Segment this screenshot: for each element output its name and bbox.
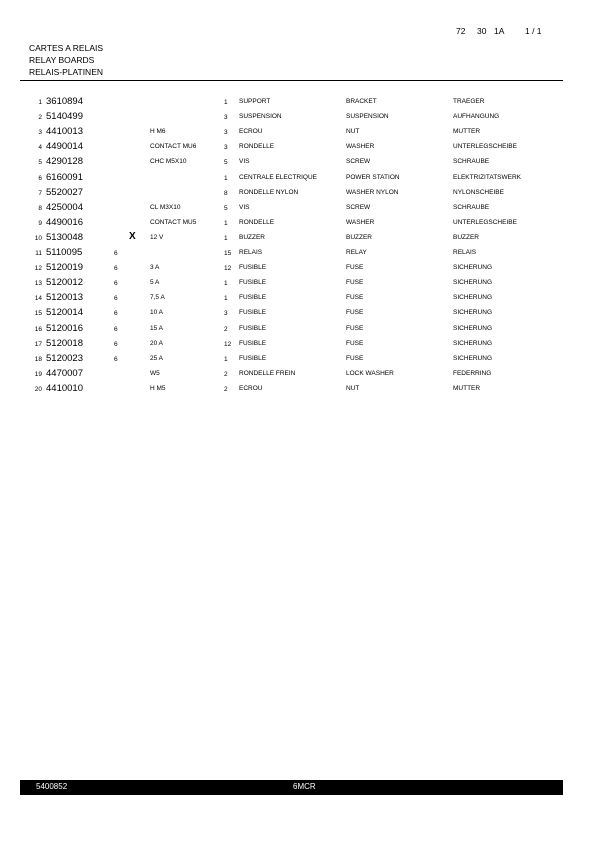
row-number: 6 — [38, 174, 42, 182]
table-row — [0, 338, 595, 353]
part-name-en: NUT — [346, 128, 360, 136]
header-divider — [20, 80, 563, 81]
part-name-fr: FUSIBLE — [239, 294, 267, 302]
part-name-en: FUSE — [346, 264, 364, 272]
part-quantity: 1 — [224, 295, 228, 303]
part-name-de: BUZZER — [453, 233, 479, 241]
part-flag: 6 — [114, 340, 118, 348]
row-number: 8 — [38, 204, 42, 212]
part-name-en: FUSE — [346, 339, 364, 347]
part-name-fr: RONDELLE NYLON — [239, 188, 299, 196]
part-quantity: 3 — [224, 114, 228, 122]
part-name-fr: FUSIBLE — [239, 279, 267, 287]
part-name-de: SCHRAUBE — [453, 203, 490, 211]
part-spec: 7,5 A — [150, 294, 165, 302]
part-code: 5120013 — [46, 292, 83, 304]
part-code: 4490016 — [46, 216, 83, 228]
part-name-de: SICHERUNG — [453, 279, 493, 287]
part-code: 5130048 — [46, 231, 83, 243]
part-code: 5140499 — [46, 111, 83, 123]
part-quantity: 12 — [224, 340, 232, 348]
table-row — [0, 232, 595, 247]
part-quantity: 2 — [224, 370, 228, 378]
part-name-fr: VIS — [239, 158, 250, 166]
table-row — [0, 277, 595, 292]
table-row — [0, 126, 595, 141]
part-name-en: FUSE — [346, 309, 364, 317]
row-number: 17 — [34, 340, 42, 348]
part-name-en: SCREW — [346, 158, 371, 166]
part-code: 4250004 — [46, 201, 83, 213]
document-titles — [29, 42, 103, 78]
table-row — [0, 383, 595, 398]
part-spec: CL M3X10 — [150, 203, 181, 211]
part-name-de: SICHERUNG — [453, 354, 493, 362]
row-number: 14 — [34, 295, 42, 303]
table-row — [0, 353, 595, 368]
part-name-de: RELAIS — [453, 249, 477, 256]
part-name-en: BRACKET — [346, 98, 377, 105]
table-row — [0, 247, 595, 262]
part-spec: 15 A — [150, 324, 164, 332]
part-name-en: SCREW — [346, 203, 371, 211]
part-name-fr: FUSIBLE — [239, 309, 267, 317]
part-code: 5110095 — [46, 247, 83, 258]
part-name-en: WASHER NYLON — [346, 188, 399, 196]
table-row — [0, 368, 595, 383]
part-spec: CONTACT MU6 — [150, 143, 197, 151]
part-spec: 3 A — [150, 264, 160, 272]
part-name-en: POWER STATION — [346, 173, 400, 181]
part-name-en: FUSE — [346, 354, 364, 362]
title-en: RELAY BOARDS — [29, 55, 95, 65]
part-quantity: 1 — [224, 219, 228, 227]
part-quantity: 3 — [224, 310, 228, 318]
table-row — [0, 172, 595, 187]
part-spec: H M5 — [150, 384, 166, 392]
part-quantity: 1 — [224, 355, 228, 363]
part-quantity: 1 — [224, 234, 228, 242]
part-name-fr: FUSIBLE — [239, 339, 267, 347]
part-name-fr: RELAIS — [239, 249, 263, 256]
part-quantity: 2 — [224, 325, 228, 333]
part-mark: X — [129, 230, 136, 242]
part-code: 5120016 — [46, 322, 83, 334]
part-code: 5120012 — [46, 277, 83, 289]
part-code: 4290128 — [46, 156, 83, 168]
row-number: 5 — [38, 159, 42, 167]
part-name-fr: ECROU — [239, 384, 263, 392]
part-quantity: 3 — [224, 144, 228, 152]
part-name-de: NYLONSCHEIBE — [453, 188, 504, 196]
part-spec: H M6 — [150, 128, 166, 136]
part-name-de: MUTTER — [453, 384, 481, 392]
part-code: 4490014 — [46, 141, 83, 153]
table-row — [0, 96, 595, 111]
part-quantity: 1 — [224, 99, 228, 106]
part-name-fr: RONDELLE FREIN — [239, 369, 296, 377]
part-flag: 6 — [114, 250, 118, 257]
part-quantity: 12 — [224, 265, 232, 273]
part-name-de: SICHERUNG — [453, 264, 493, 272]
part-name-de: MUTTER — [453, 128, 481, 136]
part-name-fr: RONDELLE — [239, 143, 275, 151]
part-flag: 6 — [114, 355, 118, 363]
part-name-en: LOCK WASHER — [346, 369, 394, 377]
row-number: 3 — [38, 129, 42, 137]
row-number: 19 — [34, 370, 42, 378]
table-row — [0, 202, 595, 217]
header-ref-1: 72 — [456, 26, 466, 36]
row-number: 7 — [38, 189, 42, 197]
footer-doc-number: 5400852 — [36, 782, 68, 791]
footer-model: 6MCR — [293, 782, 316, 791]
part-quantity: 1 — [224, 174, 228, 182]
part-name-fr: RONDELLE — [239, 218, 275, 226]
row-number: 12 — [34, 265, 42, 273]
part-name-fr: FUSIBLE — [239, 324, 267, 332]
part-code: 6160091 — [46, 171, 83, 183]
part-spec: 5 A — [150, 279, 160, 287]
part-flag: 6 — [114, 325, 118, 333]
part-quantity: 8 — [224, 189, 228, 197]
part-quantity: 3 — [224, 129, 228, 137]
row-number: 20 — [34, 385, 42, 393]
part-name-en: SUSPENSION — [346, 113, 389, 121]
table-row — [0, 111, 595, 126]
row-number: 1 — [38, 99, 42, 106]
part-name-en: WASHER — [346, 218, 375, 226]
part-code: 5120014 — [46, 307, 83, 319]
part-code: 3610894 — [46, 96, 83, 107]
part-name-en: WASHER — [346, 143, 375, 151]
table-row — [0, 141, 595, 156]
part-name-de: SICHERUNG — [453, 294, 493, 302]
part-spec: 10 A — [150, 309, 164, 317]
page-number: 1 / 1 — [525, 26, 542, 36]
part-code: 5120018 — [46, 337, 83, 349]
part-spec: 25 A — [150, 354, 164, 362]
part-name-fr: SUSPENSION — [239, 113, 282, 121]
part-code: 4410013 — [46, 126, 83, 138]
part-name-fr: VIS — [239, 203, 250, 211]
part-name-de: SICHERUNG — [453, 324, 493, 332]
part-name-de: TRAEGER — [453, 98, 485, 105]
part-code: 5520027 — [46, 186, 83, 198]
part-name-fr: BUZZER — [239, 233, 265, 241]
table-row — [0, 187, 595, 202]
part-spec: CHC M5X10 — [150, 158, 187, 166]
part-name-de: FEDERRING — [453, 369, 492, 377]
part-name-fr: FUSIBLE — [239, 264, 267, 272]
table-row — [0, 217, 595, 232]
part-flag: 6 — [114, 310, 118, 318]
part-flag: 6 — [114, 280, 118, 288]
part-name-en: NUT — [346, 384, 360, 392]
part-name-en: FUSE — [346, 294, 364, 302]
part-flag: 6 — [114, 295, 118, 303]
part-name-fr: SUPPORT — [239, 98, 271, 105]
part-code: 5120019 — [46, 262, 83, 274]
header-ref-2: 30 — [477, 26, 487, 36]
part-name-fr: FUSIBLE — [239, 354, 267, 362]
part-name-en: FUSE — [346, 279, 364, 287]
part-name-de: AUFHANGUNG — [453, 113, 500, 121]
title-fr: CARTES A RELAIS — [29, 43, 104, 53]
row-number: 16 — [34, 325, 42, 333]
part-name-fr: CENTRALE ELECTRIQUE — [239, 173, 318, 181]
part-spec: 12 V — [150, 233, 164, 241]
part-quantity: 15 — [224, 250, 232, 257]
part-spec: 20 A — [150, 339, 164, 347]
part-quantity: 5 — [224, 204, 228, 212]
part-code: 4410010 — [46, 382, 83, 394]
part-spec: CONTACT MU5 — [150, 218, 197, 226]
row-number: 4 — [38, 144, 42, 152]
table-row — [0, 323, 595, 338]
part-name-de: SICHERUNG — [453, 309, 493, 317]
part-name-en: BUZZER — [346, 233, 372, 241]
row-number: 13 — [34, 280, 42, 288]
footer-bar — [20, 780, 563, 795]
part-code: 4470007 — [46, 367, 83, 379]
row-number: 10 — [34, 234, 42, 242]
title-de: RELAIS-PLATINEN — [29, 67, 104, 77]
part-name-de: SCHRAUBE — [453, 158, 490, 166]
part-quantity: 5 — [224, 159, 228, 167]
row-number: 11 — [35, 250, 42, 257]
row-number: 9 — [38, 219, 42, 227]
table-row — [0, 307, 595, 322]
part-name-de: UNTERLEGSCHEIBE — [453, 143, 517, 151]
part-code: 5120023 — [46, 352, 83, 364]
header-ref-3: 1A — [494, 26, 505, 36]
part-quantity: 2 — [224, 385, 228, 393]
part-name-de: SICHERUNG — [453, 339, 493, 347]
row-number: 2 — [38, 114, 42, 122]
table-row — [0, 292, 595, 307]
part-spec: W5 — [150, 369, 160, 377]
part-quantity: 1 — [224, 280, 228, 288]
part-name-de: UNTERLEGSCHEIBE — [453, 218, 517, 226]
table-row — [0, 156, 595, 171]
part-name-en: FUSE — [346, 324, 364, 332]
part-flag: 6 — [114, 265, 118, 273]
part-name-de: ELEKTRIZITATSWERK — [453, 173, 522, 181]
row-number: 15 — [34, 310, 42, 318]
row-number: 18 — [34, 355, 42, 363]
part-name-fr: ECROU — [239, 128, 263, 136]
table-row — [0, 262, 595, 277]
part-name-en: RELAY — [346, 249, 367, 256]
